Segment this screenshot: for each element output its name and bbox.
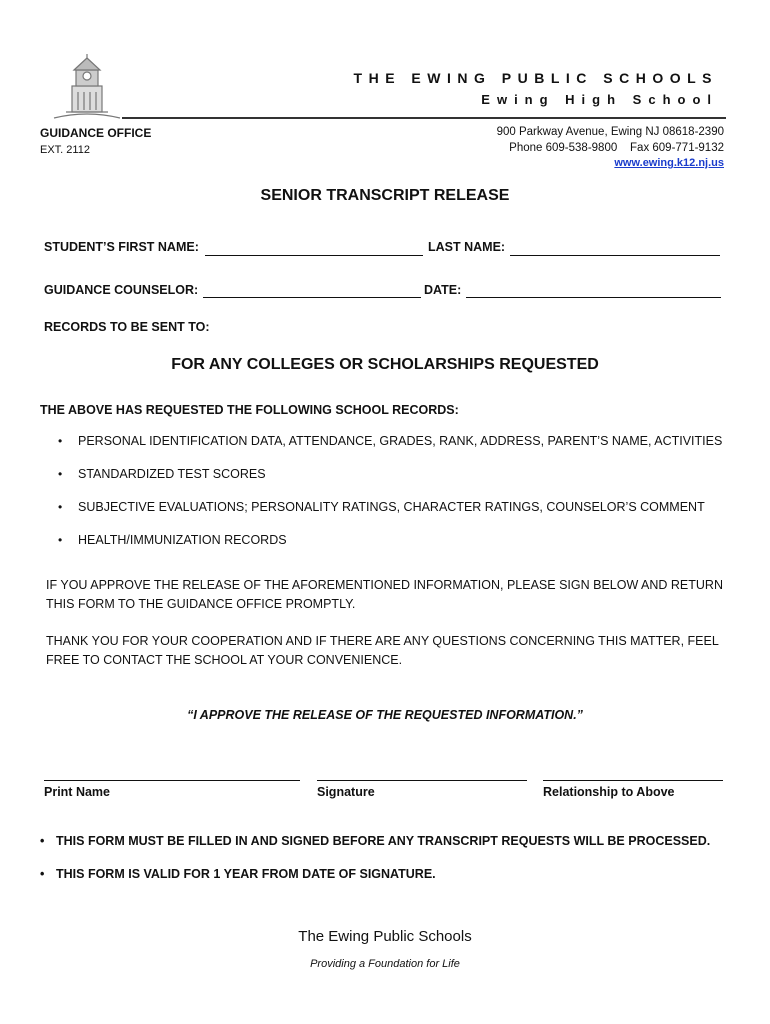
first-name-label: STUDENT’S FIRST NAME: bbox=[44, 240, 199, 254]
list-item: • THIS FORM MUST BE FILLED IN AND SIGNED BEFORE ANY TRANSCRIPT REQUESTS WILL BE PROCESSED. bbox=[56, 832, 710, 865]
footer-name: The Ewing Public Schools bbox=[298, 928, 472, 945]
school-phone-fax: Phone 609-538-9800 Fax 609-771-9132 bbox=[509, 142, 724, 154]
print-name-field[interactable] bbox=[44, 780, 300, 781]
signature-field[interactable] bbox=[317, 780, 527, 781]
school-address: 900 Parkway Avenue, Ewing NJ 08618-2390 bbox=[496, 126, 724, 138]
records-intro: THE ABOVE HAS REQUESTED THE FOLLOWING SCHOOL RECORDS: bbox=[40, 403, 459, 417]
thanks-paragraph: THANK YOU FOR YOUR COOPERATION AND IF THERE ARE ANY QUESTIONS CONCERNING THIS MATTER, FEEL FREE TO CONTACT THE SCHOOL AT YOUR CONVENIENCE. bbox=[46, 634, 719, 667]
list-item: • HEALTH/IMMUNIZATION RECORDS bbox=[78, 531, 722, 564]
records-to-label: RECORDS TO BE SENT TO: bbox=[44, 320, 210, 334]
list-item: • THIS FORM IS VALID FOR 1 YEAR FROM DATE OF SIGNATURE. bbox=[56, 865, 710, 898]
header-divider bbox=[122, 117, 726, 119]
notes-list bbox=[40, 832, 710, 898]
list-item: • STANDARDIZED TEST SCORES bbox=[78, 465, 722, 498]
school-name: Ewing High School bbox=[481, 92, 718, 107]
print-name-label: Print Name bbox=[44, 785, 110, 799]
last-name-field[interactable] bbox=[510, 255, 720, 256]
form-title: SENIOR TRANSCRIPT RELEASE bbox=[260, 187, 510, 204]
signature-label: Signature bbox=[317, 785, 375, 799]
first-name-field[interactable] bbox=[205, 255, 423, 256]
relationship-field[interactable] bbox=[543, 780, 723, 781]
school-website-link[interactable]: www.ewing.k12.nj.us bbox=[614, 157, 724, 169]
relationship-label: Relationship to Above bbox=[543, 785, 675, 799]
date-field[interactable] bbox=[466, 297, 721, 298]
office-extension: EXT. 2112 bbox=[40, 144, 90, 156]
last-name-label: LAST NAME: bbox=[428, 240, 506, 254]
approval-paragraph: IF YOU APPROVE THE RELEASE OF THE AFOREMENTIONED INFORMATION, PLEASE SIGN BELOW AND RETURN THIS FORM TO THE GUIDANCE OFFICE PROMPTLY. bbox=[46, 578, 723, 611]
footer-tagline: Providing a Foundation for Life bbox=[310, 958, 460, 970]
school-building-logo bbox=[52, 52, 122, 122]
records-heading: FOR ANY COLLEGES OR SCHOLARSHIPS REQUESTED bbox=[171, 356, 599, 373]
records-list bbox=[38, 432, 722, 564]
list-item: • PERSONAL IDENTIFICATION DATA, ATTENDANCE, GRADES, RANK, ADDRESS, PARENT’S NAME, ACTIVITIES bbox=[78, 432, 722, 465]
counselor-label: GUIDANCE COUNSELOR: bbox=[44, 283, 199, 297]
school-district-title: THE EWING PUBLIC SCHOOLS bbox=[353, 70, 718, 86]
office-name: GUIDANCE OFFICE bbox=[40, 126, 152, 140]
date-label: DATE: bbox=[424, 283, 462, 297]
list-item: • SUBJECTIVE EVALUATIONS; PERSONALITY RATINGS, CHARACTER RATINGS, COUNSELOR’S COMMENT bbox=[78, 498, 722, 531]
approval-statement: “I APPROVE THE RELEASE OF THE REQUESTED INFORMATION.” bbox=[187, 708, 583, 722]
counselor-field[interactable] bbox=[203, 297, 421, 298]
